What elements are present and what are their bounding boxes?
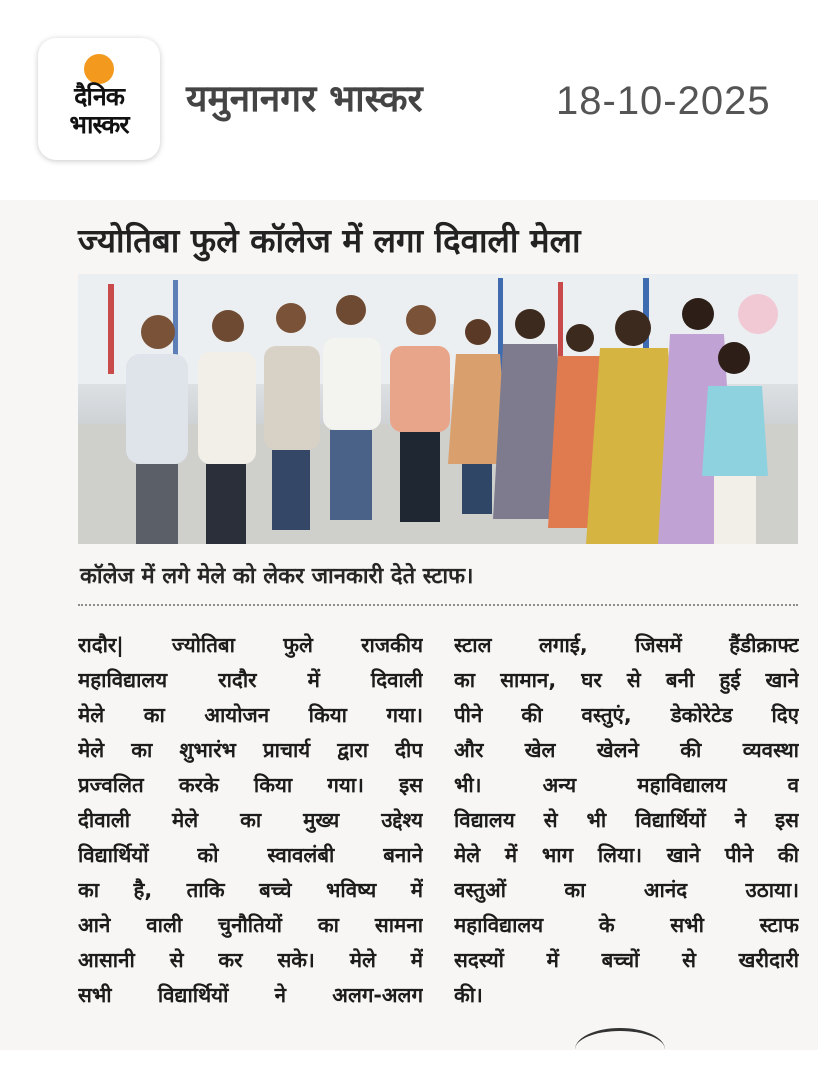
body-line: सभी विद्यार्थियों ने अलग-अलग [78,983,423,1007]
news-photo [78,274,798,544]
body-line: विद्यालय से भी विद्यार्थियों ने इस [454,808,799,832]
group-photo-illustration [78,274,798,544]
body-line: महाविद्यालय रादौर में दिवाली [78,668,423,692]
edition-date: 18-10-2025 [556,79,771,123]
sun-icon [84,54,114,84]
divider [78,604,798,606]
body-line: रादौर| ज्योतिबा फुले राजकीय [78,633,423,657]
news-clipping [0,200,818,1050]
article-headline: ज्योतिबा फुले कॉलेज में लगा दिवाली मेला [78,221,581,260]
body-line: विद्यार्थियों को स्वावलंबी बनाने [78,843,423,867]
body-line: की। [454,983,483,1007]
body-line: महाविद्यालय के सभी स्टाफ [454,913,799,937]
body-line: सदस्यों में बच्चों से खरीदारी [454,948,799,972]
body-line: मेले में भाग लिया। खाने पीने की [454,843,799,867]
logo-text-line1: दैनिक [74,82,124,111]
body-line: प्रज्वलित करके किया गया। इस [78,773,423,797]
logo-text-line2: भास्कर [69,110,129,139]
body-line: आने वाली चुनौतियों का सामना [78,913,423,937]
body-line: मेले का आयोजन किया गया। [78,703,423,727]
article-column-right [454,628,799,1013]
body-line: पीने की वस्तुएं, डेकोरेटेड दिए [454,703,799,727]
body-line: स्टाल लगाई, जिसमें हैंडीक्राफ्ट [454,633,799,657]
body-line: और खेल खेलने की व्यवस्था [454,738,799,762]
body-line: का है, ताकि बच्चे भविष्य में [78,878,423,902]
body-line: भी। अन्य महाविद्यालय व [454,773,799,797]
body-line: का सामान, घर से बनी हुई खाने [454,668,799,692]
photo-caption: कॉलेज में लगे मेले को लेकर जानकारी देते स्टाफ। [80,564,474,589]
body-line: वस्तुओं का आनंद उठाया। [454,878,799,902]
app-header [0,0,818,200]
body-line: मेले का शुभारंभ प्राचार्य द्वारा दीप [78,738,423,762]
edition-title: यमुनानगर भास्कर [186,77,423,120]
body-line: दीवाली मेले का मुख्य उद्देश्य [78,808,423,832]
article-column-left [78,628,423,1013]
dainik-bhaskar-logo[interactable] [38,38,160,160]
body-line: आसानी से कर सके। मेले में [78,948,423,972]
